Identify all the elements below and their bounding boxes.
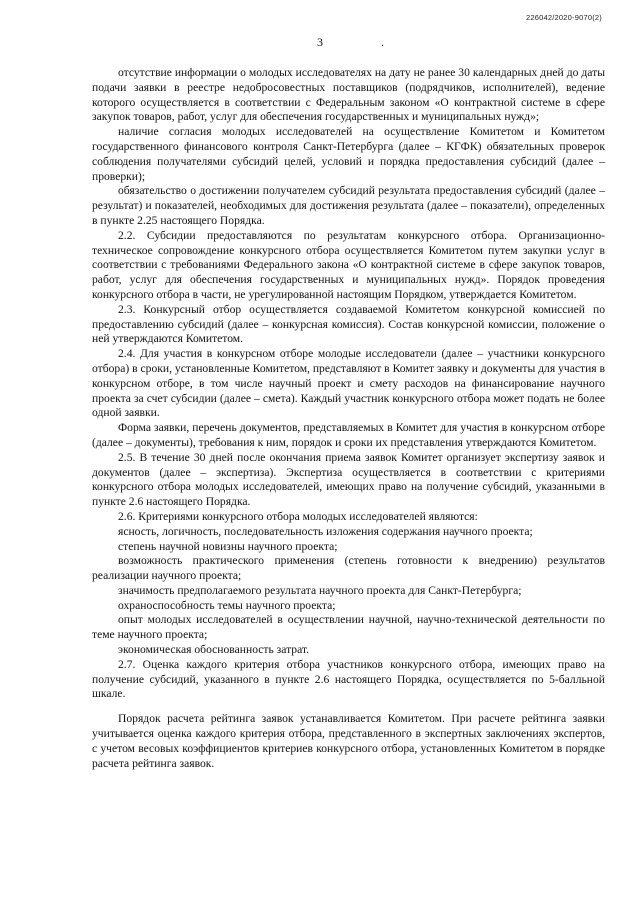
paragraph: 2.2. Субсидии предоставляются по результатам конкурсного отбора. Организационно-техническое сопровождение конкурсного отбора осуществляется Комитетом путем закупки услуг в соответствии с требованиями Федерального закона «О контрактной системе в сфере закупок товаров, работ, услуг для обеспечения государственных и муниципальных нужд». Порядок проведения конкурсного отбора в части, не урегулированной настоящим Порядком, утверждается Комитетом. bbox=[92, 228, 605, 301]
page-number: 3 bbox=[317, 35, 323, 49]
document-id: 226042/2020-9070(2) bbox=[526, 13, 602, 22]
paragraph: Порядок расчета рейтинга заявок устанавливается Комитетом. При расчете рейтинга заявки учитывается оценка каждого критерия отбора, представленного в экспертных заключениях экспертов, с учетом весовых коэффициентов критериев конкурсного отбора, установленных Комитетом в порядке расчета рейтинга заявок. bbox=[92, 712, 605, 770]
paragraph: экономическая обоснованность затрат. bbox=[118, 643, 310, 657]
paragraph: 2.5. В течение 30 дней после окончания приема заявок Комитет организует экспертизу заявок и документов (далее – экспертиза). Экспертиза осуществляется в соответствии с критериями конкурсного отбора молодых исследователей, имеющих право на получение субсидий, указанными в пункте 2.6 настоящего Порядка. bbox=[92, 450, 605, 509]
paragraph-gap bbox=[92, 702, 605, 712]
paragraph: 2.3. Конкурсный отбор осуществляется создаваемой Комитетом конкурсной комиссией по предоставлению субсидий (далее – конкурсная комиссия). Состав конкурсной комиссии, положение о ней утверждаются Комитетом. bbox=[92, 302, 605, 346]
paragraph: отсутствие информации о молодых исследователях на дату не ранее 30 календарных дней до даты подачи заявки в реестре недобросовестных поставщиков (подрядчиков, исполнителей), ведение которого осуществляется в соответствии с Федеральным законом «О контрактной системе в сфере закупок товаров, работ, услуг для обеспечения государственных и муниципальных нужд»; bbox=[92, 66, 605, 124]
page-mark: . bbox=[381, 35, 384, 49]
paragraph: возможность практического применения (степень готовности к внедрению) результатов реализации научного проекта; bbox=[92, 554, 605, 583]
paragraph: ясность, логичность, последовательность изложения содержания научного проекта; bbox=[118, 524, 533, 538]
paragraph: охраноспособность темы научного проекта; bbox=[118, 598, 336, 612]
paragraph: обязательство о достижении получателем субсидий результата предоставления субсидий (далее – результат) и показателей, необходимых для достижения результата (далее – показатели), определенных в пункте 2.25 настоящего Порядка. bbox=[92, 184, 605, 227]
paragraph: значимость предполагаемого результата научного проекта для Санкт-Петербурга; bbox=[118, 583, 522, 597]
paragraph: опыт молодых исследователей в осуществлении научной, научно-технической деятельности по теме научного проекта; bbox=[92, 613, 605, 642]
paragraph: 2.6. Критериями конкурсного отбора молодых исследователей являются: bbox=[118, 509, 478, 523]
paragraph: 2.7. Оценка каждого критерия отбора участников конкурсного отбора, имеющих право на получение субсидий, указанного в пункте 2.6 настоящего Порядка, осуществляется по 5-балльной шкале. bbox=[92, 657, 605, 701]
paragraph: наличие согласия молодых исследователей на осуществление Комитетом и Комитетом государственного финансового контроля Санкт-Петербурга (далее – КГФК) обязательных проверок соблюдения получателями субсидий целей, условий и порядка предоставления субсидий (далее – проверки); bbox=[92, 125, 605, 183]
document-body bbox=[92, 66, 605, 771]
paragraph: степень научной новизны научного проекта; bbox=[118, 539, 338, 553]
paragraph: 2.4. Для участия в конкурсном отборе молодые исследователи (далее – участники конкурсного отбора) в сроки, установленные Комитетом, представляют в Комитет заявку и документы для участия в конкурсном отборе, в том числе научный проект и смету расходов на финансирование научного проекта за счет субсидии (далее – смета). Каждый участник конкурсного отбора может подать не более одной заявки. bbox=[92, 347, 605, 420]
paragraph: Форма заявки, перечень документов, представляемых в Комитет для участия в конкурсном отборе (далее – документы), требования к ним, порядок и сроки их представления утверждаются Комитетом. bbox=[92, 421, 605, 449]
